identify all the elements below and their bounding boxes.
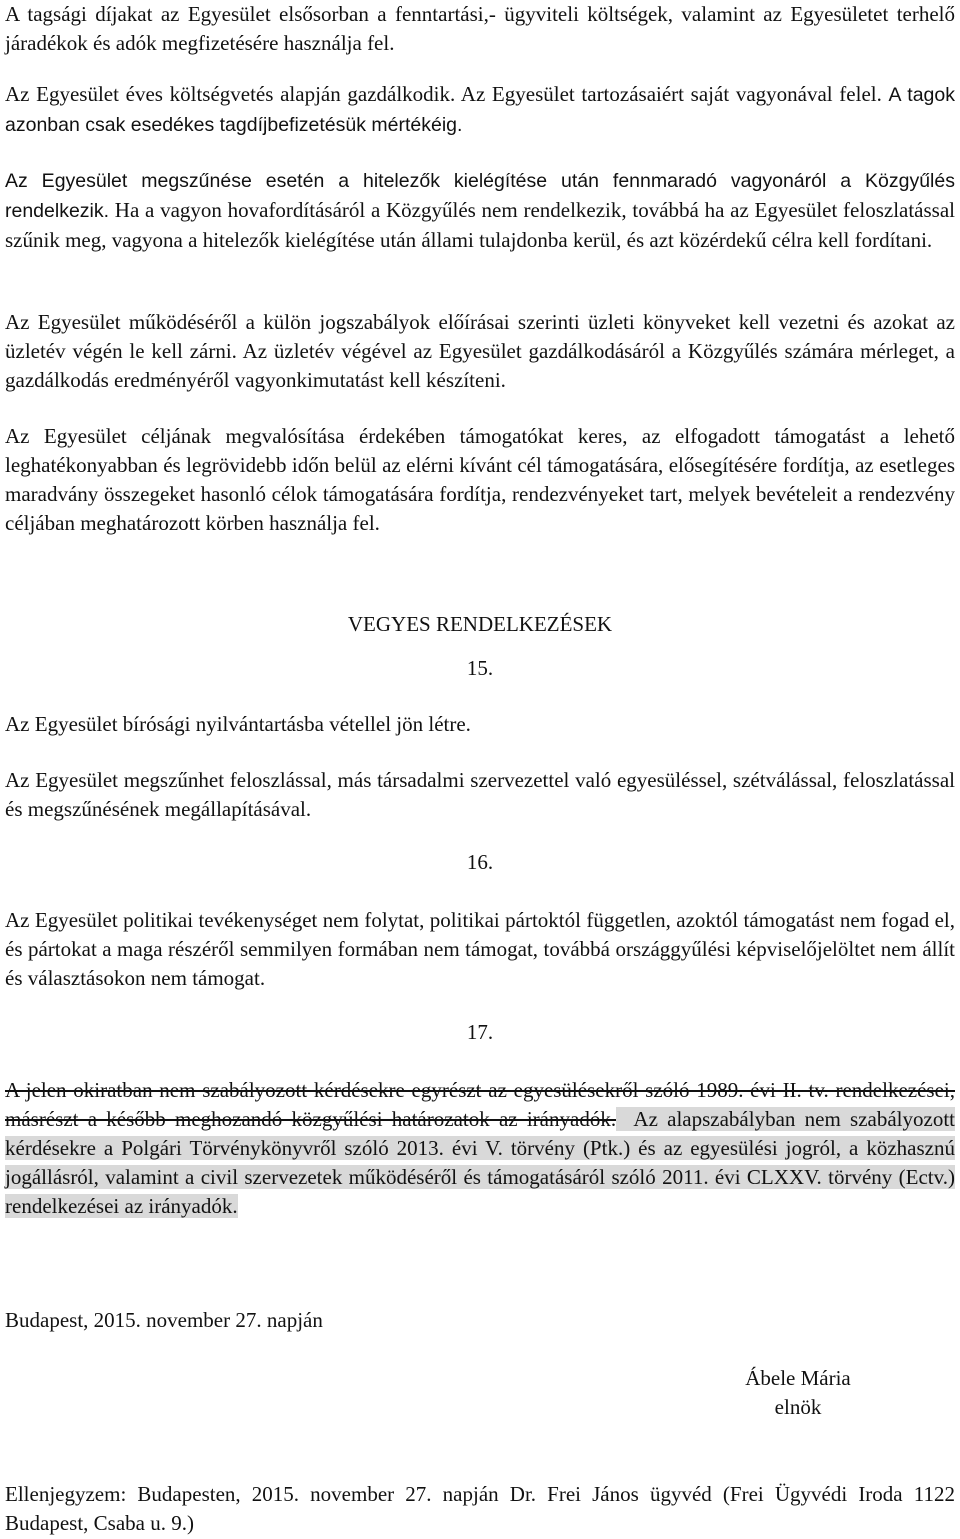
paragraph-text: Az Egyesület működéséről a külön jogszabályok előírásai szerinti üzleti könyveket kell vezetni és azokat az üzletév végén le kell zárni. Az üzletév végével az Egyesület gazdálkodásáról a Közgyűlés számára mérleget, a gazdálkodás eredményéről vagyonkimutatást kell készíteni. (5, 310, 955, 392)
paragraph-text: Az Egyesület bírósági nyilvántartásba vétellel jön létre. (5, 712, 471, 736)
section-number: 15. (466, 656, 494, 680)
paragraph-text: Az Egyesület céljának megvalósítása érdekében támogatókat keres, az elfogadott támogatást a lehető leghatékonyabban és legrövidebb időn belül az elérni kívánt cél támogatására, elősegítésére fordítja, az esetleges maradvány összegeket hasonló célok támogatására fordítja, rendezvényeket tart, melyek bevételeit a rendezvény céljában meghatározott körben használja fel. (5, 424, 955, 535)
section-number: 16. (466, 850, 494, 874)
section-number-15 (5, 656, 955, 681)
highlight-gap (616, 1107, 633, 1131)
section-heading-text: VEGYES RENDELKEZÉSEK (347, 612, 613, 636)
signatory-title: elnök (774, 1395, 822, 1419)
paragraph-termination (5, 766, 955, 824)
paragraph-sponsors (5, 422, 955, 538)
paragraph-governing-law (5, 1076, 955, 1221)
place-date-text: Budapest, 2015. november 27. napján (5, 1308, 323, 1332)
paragraph-membership-fees (5, 0, 955, 58)
paragraph-budget (5, 80, 955, 140)
paragraph-text: Az Egyesület megszűnhet feloszlással, más társadalmi szervezettel való egyesüléssel, szétválással, feloszlatással és megszűnésének megállapításával. (5, 768, 955, 821)
highlighted-text: Az alapszabályban nem szabályozott kérdésekre a Polgári Törvénykönyvről szóló 2013. évi V. törvény (Ptk.) és az egyesülési jogról, a közhasznú jogállásról, valamint a civil szervezetek működéséről és támogatásáról szóló 2011. évi CLXXV. törvény (Ectv.) rendelkezései az irányadók. (5, 1107, 955, 1218)
struck-text: A jelen okiratban nem szabályozott kérdésekre egyrészt az egyesülésekről szóló 1989. évi II. tv. rendelkezései, másrészt a később meghozandó közgyűlési határozatok az irányadók. (5, 1078, 955, 1131)
place-date (5, 1306, 955, 1335)
paragraph-text-sans: Az Egyesület megszűnése esetén a hitelezők kielégítése után fennmaradó vagyonáról a Közgyűlés rendelkezik. (5, 170, 955, 222)
section-number: 17. (466, 1020, 494, 1044)
paragraph-dissolution-assets (5, 166, 955, 255)
paragraph-text: Ha a vagyon hovafordításáról a Közgyűlés nem rendelkezik, továbbá ha az Egyesület feloszlatással szűnik meg, vagyona a hitelezők kielégítése után állami tulajdonba kerül, és azt közérdekű célra kell fordítani. (5, 198, 955, 252)
paragraph-text-sans: A tagok azonban csak esedékes tagdíjbefizetésük mértékéig. (5, 84, 955, 136)
paragraph-political-neutrality (5, 906, 955, 993)
signature-block (733, 1364, 863, 1422)
paragraph-text: Az Egyesület éves költségvetés alapján gazdálkodik. Az Egyesület tartozásaiért saját vagyonával felel. (5, 82, 882, 106)
signatory-name: Ábele Mária (745, 1366, 851, 1390)
paragraph-text: A tagsági díjakat az Egyesület elsősorban a fenntartási,- ügyviteli költségek, valamint az Egyesületet terhelő járadékok és adók megfizetésére használja fel. (5, 2, 955, 55)
paragraph-text: Az Egyesület politikai tevékenységet nem folytat, politikai pártoktól független, azoktól támogatást nem fogad el, és pártokat a maga részéről semmilyen formában nem támogat, továbbá országgyűlési képviselőjelöltet nem állít és választásokon nem támogat. (5, 908, 955, 990)
countersign-text: Ellenjegyzem: Budapesten, 2015. november 27. napján Dr. Frei János ügyvéd (Frei Ügyvédi Iroda 1122 Budapest, Csaba u. 9.) (5, 1482, 955, 1535)
countersign (5, 1480, 955, 1538)
paragraph-registration (5, 710, 955, 739)
section-number-17 (5, 1020, 955, 1045)
paragraph-bookkeeping (5, 308, 955, 395)
section-number-16 (5, 850, 955, 875)
section-heading (5, 610, 955, 639)
